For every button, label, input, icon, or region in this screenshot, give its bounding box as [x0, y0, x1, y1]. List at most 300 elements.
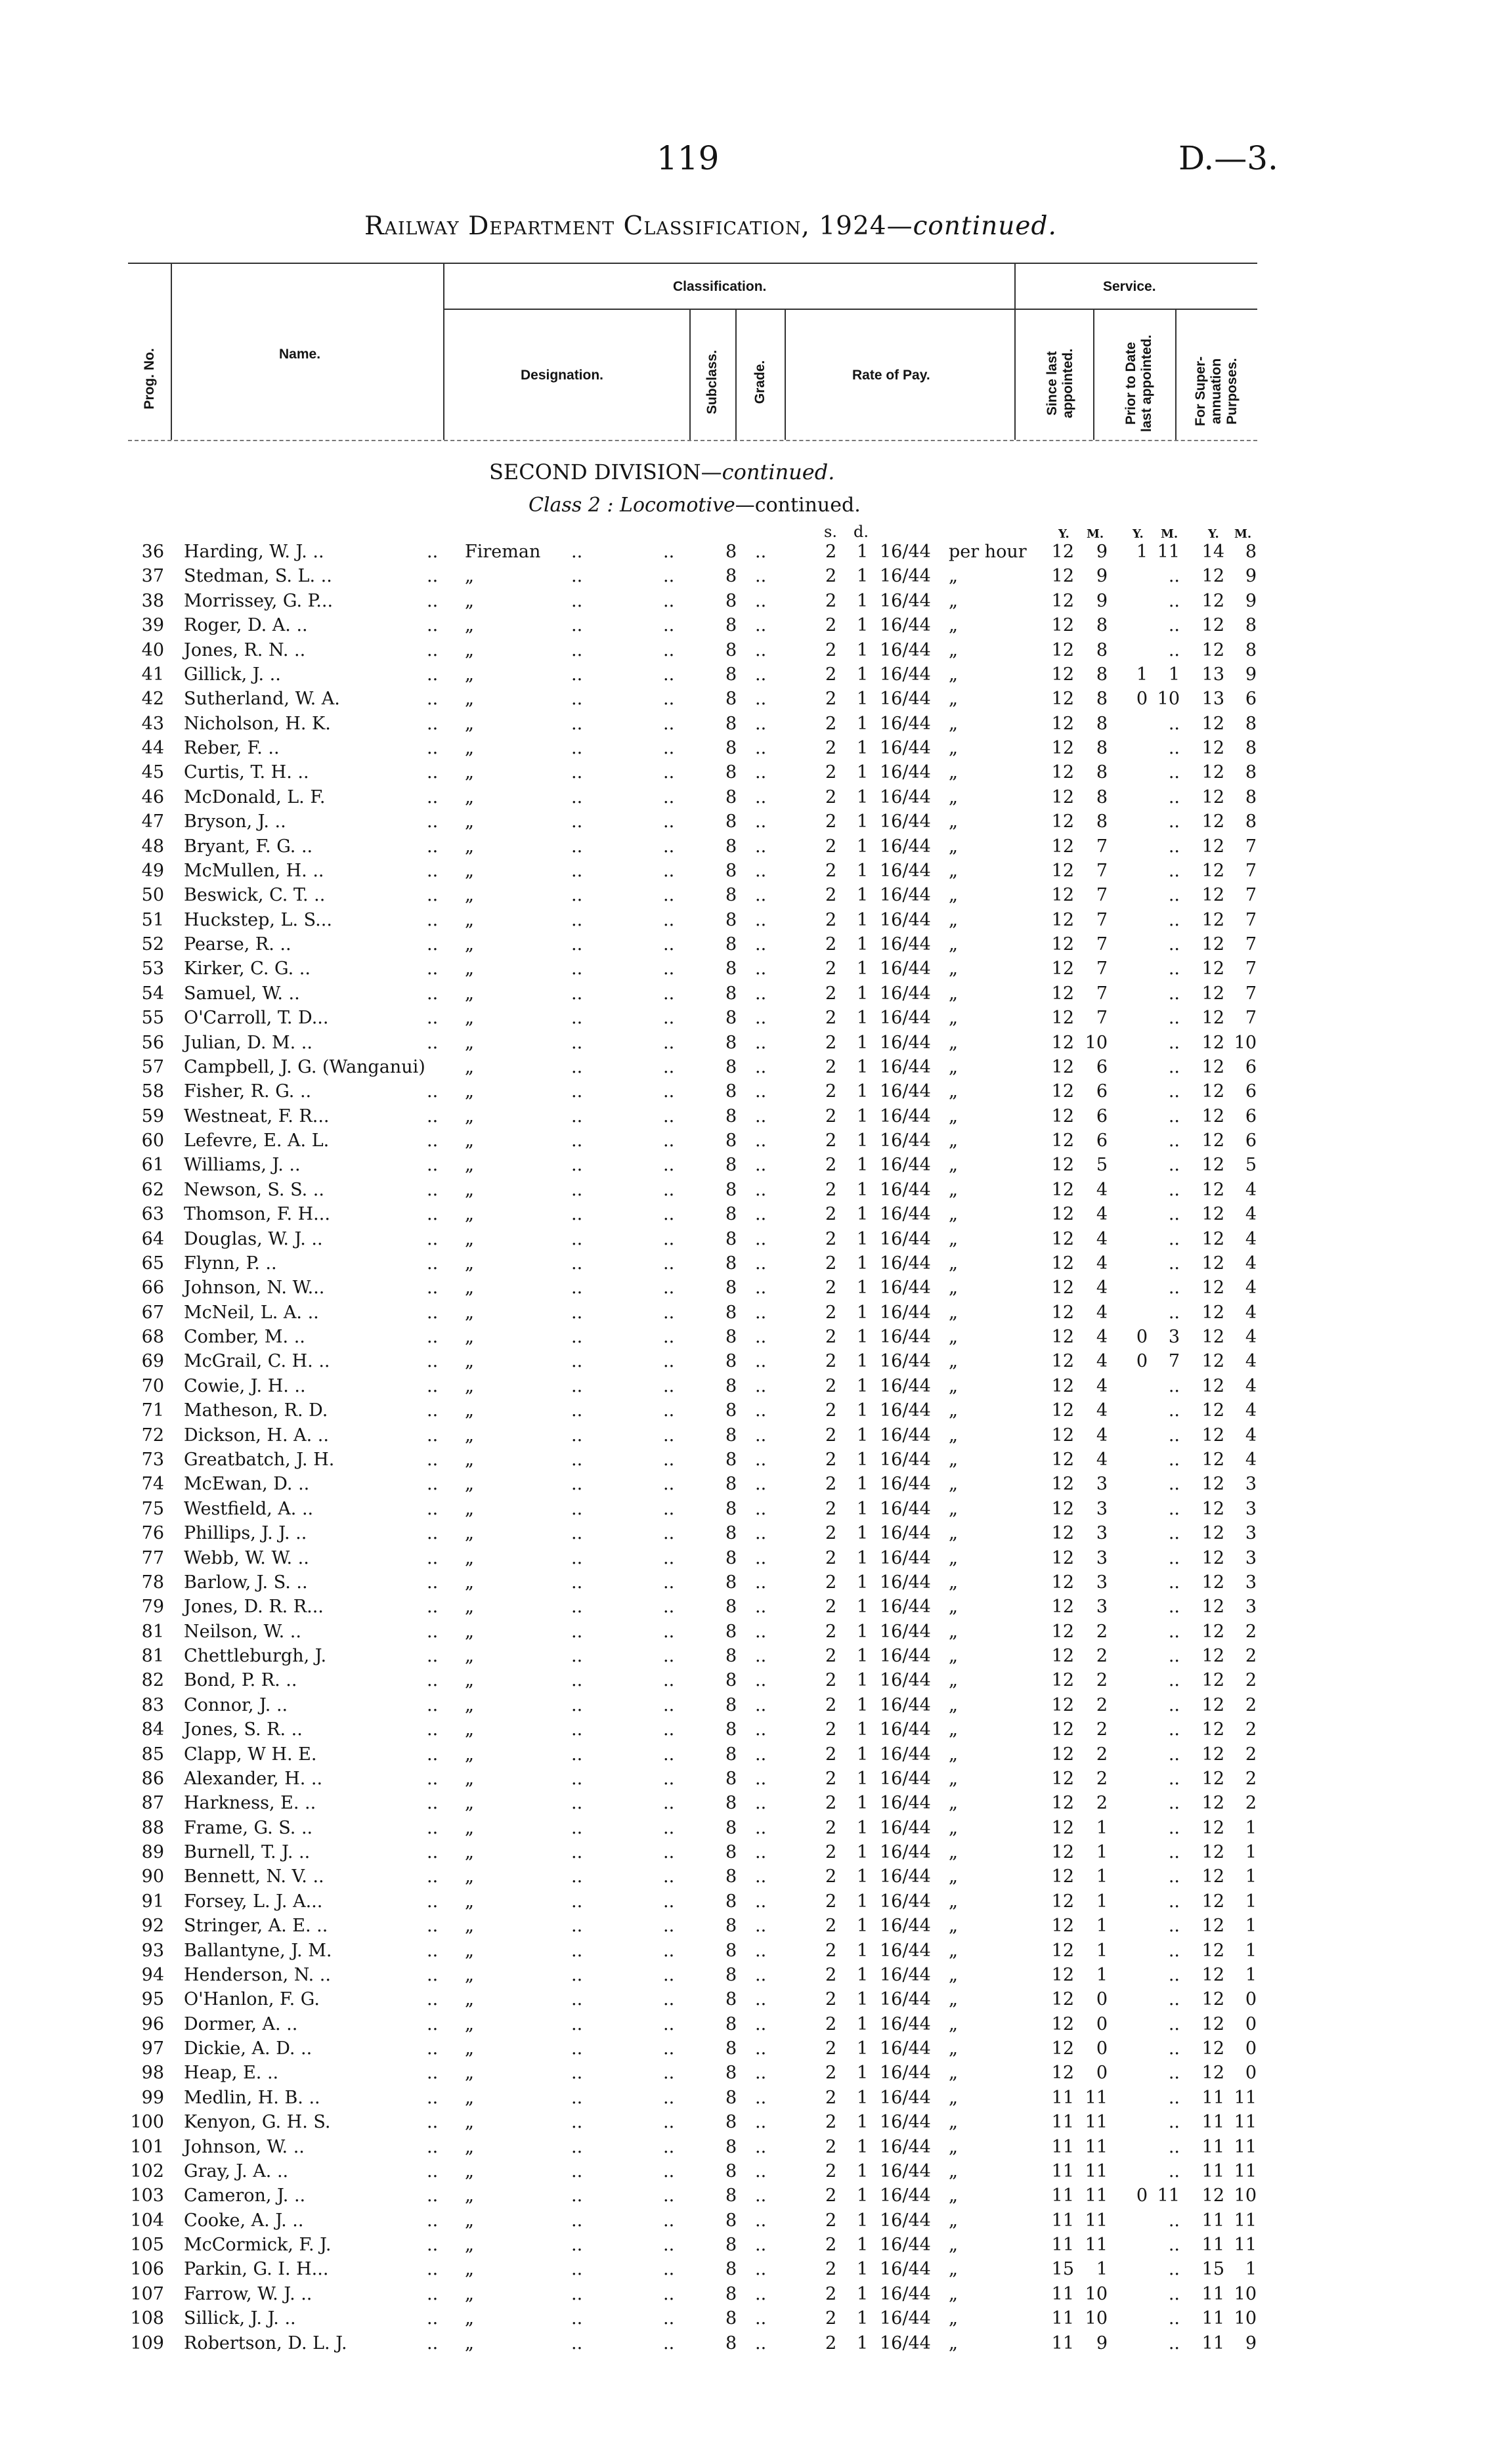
leader-dots: ..: [571, 1744, 583, 1765]
subclass: 8: [725, 1056, 737, 1077]
since-years: 11: [1051, 2087, 1074, 2108]
rate-fraction: 16/44: [880, 1425, 931, 1446]
leader-dots: ..: [663, 1989, 675, 2010]
leader-dots: ..: [427, 1302, 439, 1323]
rate-fraction: 16/44: [880, 566, 931, 587]
col-divider-designation: [689, 309, 691, 440]
rate-pence: 1: [857, 2038, 869, 2059]
leader-dots: ..: [663, 1400, 675, 1421]
rate-unit: „: [949, 713, 958, 734]
leader-dots: ..: [571, 590, 583, 611]
designation: „: [465, 1694, 474, 1715]
rate-pence: 1: [857, 1498, 869, 1519]
leader-dots: ..: [427, 713, 439, 734]
leader-dots: ..: [571, 2185, 583, 2206]
leader-dots: ..: [755, 590, 767, 611]
super-months: 11: [1234, 2235, 1257, 2256]
rate-fraction: 16/44: [880, 1351, 931, 1372]
unit-pence: d.: [853, 523, 869, 541]
prior-months: ..: [1168, 1498, 1180, 1519]
super-months: 8: [1245, 811, 1257, 832]
employee-name: Samuel, W. ..: [184, 983, 300, 1004]
prior-months: ..: [1168, 836, 1180, 857]
rate-shillings: 2: [825, 1744, 837, 1765]
table-row: [0, 786, 1512, 808]
designation: „: [465, 1327, 474, 1348]
designation: „: [465, 2283, 474, 2304]
subclass: 8: [725, 1523, 737, 1544]
unit-years-since: Y.: [1058, 527, 1069, 541]
rate-unit: „: [949, 1793, 958, 1814]
since-months: 7: [1096, 958, 1108, 979]
table-row: [0, 958, 1512, 979]
table-row: [0, 2038, 1512, 2059]
rate-shillings: 2: [825, 1670, 837, 1691]
since-years: 12: [1051, 1056, 1074, 1077]
leader-dots: ..: [427, 566, 439, 587]
rate-fraction: 16/44: [880, 1228, 931, 1249]
rate-pence: 1: [857, 1400, 869, 1421]
employee-name: Heap, E. ..: [184, 2063, 279, 2084]
leader-dots: ..: [427, 1646, 439, 1667]
rate-pence: 1: [857, 566, 869, 587]
designation: „: [465, 2332, 474, 2353]
super-years: 15: [1201, 2259, 1224, 2280]
rate-fraction: 16/44: [880, 1744, 931, 1765]
prior-months: ..: [1168, 738, 1180, 759]
leader-dots: ..: [663, 1817, 675, 1838]
rate-fraction: 16/44: [880, 1155, 931, 1176]
rate-unit: „: [949, 2283, 958, 2304]
employee-name: Henderson, N. ..: [184, 1964, 331, 1985]
prog-no: 72: [141, 1425, 164, 1446]
since-months: 8: [1096, 689, 1108, 710]
designation: „: [465, 2136, 474, 2157]
leader-dots: ..: [755, 1793, 767, 1814]
since-months: 8: [1096, 786, 1108, 807]
leader-dots: ..: [755, 615, 767, 636]
prog-no: 42: [141, 689, 164, 710]
super-months: 1: [1245, 1916, 1257, 1937]
prior-months: ..: [1168, 2063, 1180, 2084]
super-months: 7: [1245, 983, 1257, 1004]
since-years: 12: [1051, 1817, 1074, 1838]
leader-dots: ..: [427, 615, 439, 636]
designation: „: [465, 860, 474, 881]
class-heading: [529, 494, 861, 517]
super-years: 11: [1201, 2087, 1224, 2108]
rate-unit: „: [949, 2308, 958, 2329]
designation: „: [465, 2087, 474, 2108]
super-years: 11: [1201, 2136, 1224, 2157]
super-years: 12: [1201, 1547, 1224, 1568]
leader-dots: ..: [427, 1572, 439, 1593]
leader-dots: ..: [755, 836, 767, 857]
since-months: 0: [1096, 2063, 1108, 2084]
designation: „: [465, 1916, 474, 1937]
employee-name: Pearse, R. ..: [184, 934, 292, 955]
leader-dots: ..: [663, 2063, 675, 2084]
leader-dots: ..: [571, 1597, 583, 1618]
prior-months: ..: [1168, 1621, 1180, 1642]
since-years: 11: [1051, 2160, 1074, 2181]
leader-dots: ..: [755, 1523, 767, 1544]
prior-months: ..: [1168, 2283, 1180, 2304]
rate-pence: 1: [857, 615, 869, 636]
designation: „: [465, 1866, 474, 1887]
employee-name: Dickson, H. A. ..: [184, 1425, 329, 1446]
prior-months: ..: [1168, 2210, 1180, 2231]
since-years: 11: [1051, 2210, 1074, 2231]
employee-name: Farrow, W. J. ..: [184, 2283, 313, 2304]
prior-months: ..: [1168, 1450, 1180, 1470]
prior-months: ..: [1168, 1547, 1180, 1568]
since-years: 12: [1051, 1793, 1074, 1814]
prior-months: ..: [1168, 885, 1180, 906]
leader-dots: ..: [571, 1253, 583, 1274]
prog-no: 43: [141, 713, 164, 734]
leader-dots: ..: [755, 1253, 767, 1274]
rate-shillings: 2: [825, 1302, 837, 1323]
table-row: [0, 2258, 1512, 2280]
leader-dots: ..: [571, 738, 583, 759]
table-row: [0, 1425, 1512, 1446]
rate-shillings: 2: [825, 664, 837, 685]
subclass: 8: [725, 713, 737, 734]
super-months: 0: [1245, 1989, 1257, 2010]
leader-dots: ..: [571, 762, 583, 783]
prog-no: 66: [141, 1278, 164, 1299]
since-months: 8: [1096, 811, 1108, 832]
rate-unit: „: [949, 2136, 958, 2157]
since-years: 12: [1051, 1155, 1074, 1176]
leader-dots: ..: [427, 836, 439, 857]
super-months: 6: [1245, 1130, 1257, 1151]
rate-pence: 1: [857, 811, 869, 832]
leader-dots: ..: [427, 2259, 439, 2280]
leader-dots: ..: [427, 2332, 439, 2353]
leader-dots: ..: [427, 689, 439, 710]
since-years: 12: [1051, 885, 1074, 906]
leader-dots: ..: [663, 738, 675, 759]
rate-unit: „: [949, 1375, 958, 1396]
subclass: 8: [725, 2283, 737, 2304]
rate-fraction: 16/44: [880, 2087, 931, 2108]
subclass: 8: [725, 2160, 737, 2181]
since-months: 1: [1096, 1964, 1108, 1985]
subclass: 8: [725, 836, 737, 857]
since-months: 9: [1096, 2332, 1108, 2353]
leader-dots: ..: [755, 934, 767, 955]
table-row: [0, 1719, 1512, 1740]
table-row: [0, 1940, 1512, 1962]
header-service: Service.: [1103, 279, 1156, 294]
rate-shillings: 2: [825, 1719, 837, 1740]
designation: „: [465, 2185, 474, 2206]
super-years: 12: [1201, 1008, 1224, 1029]
super-months: 1: [1245, 1940, 1257, 1961]
rate-shillings: 2: [825, 1130, 837, 1151]
rate-fraction: 16/44: [880, 2259, 931, 2280]
rate-shillings: 2: [825, 1964, 837, 1985]
leader-dots: ..: [755, 664, 767, 685]
leader-dots: ..: [571, 1400, 583, 1421]
leader-dots: ..: [427, 1351, 439, 1372]
rate-pence: 1: [857, 1670, 869, 1691]
super-years: 12: [1201, 811, 1224, 832]
since-months: 2: [1096, 1646, 1108, 1667]
super-years: 12: [1201, 1646, 1224, 1667]
super-months: 2: [1245, 1694, 1257, 1715]
super-years: 12: [1201, 1793, 1224, 1814]
leader-dots: ..: [663, 639, 675, 660]
since-years: 12: [1051, 689, 1074, 710]
table-row: [0, 1302, 1512, 1323]
super-months: 2: [1245, 1793, 1257, 1814]
prog-no: 53: [141, 958, 164, 979]
subclass: 8: [725, 2259, 737, 2280]
prog-no: 95: [141, 1989, 164, 2010]
col-divider-since: [1093, 309, 1094, 440]
leader-dots: ..: [571, 639, 583, 660]
rate-fraction: 16/44: [880, 983, 931, 1004]
leader-dots: ..: [663, 542, 675, 562]
subclass: 8: [725, 1916, 737, 1937]
leader-dots: ..: [663, 1916, 675, 1937]
since-months: 6: [1096, 1056, 1108, 1077]
rate-fraction: 16/44: [880, 786, 931, 807]
leader-dots: ..: [427, 2063, 439, 2084]
rate-unit: „: [949, 2087, 958, 2108]
rate-fraction: 16/44: [880, 1547, 931, 1568]
leader-dots: ..: [427, 639, 439, 660]
designation: „: [465, 1081, 474, 1102]
leader-dots: ..: [755, 958, 767, 979]
rate-fraction: 16/44: [880, 1253, 931, 1274]
super-months: 2: [1245, 1646, 1257, 1667]
table-row: [0, 565, 1512, 587]
leader-dots: ..: [427, 2185, 439, 2206]
unit-months-prior: M.: [1161, 527, 1178, 541]
table-row: [0, 1228, 1512, 1250]
super-years: 12: [1201, 885, 1224, 906]
super-years: 12: [1201, 1228, 1224, 1249]
table-row: [0, 1449, 1512, 1471]
super-years: 12: [1201, 1572, 1224, 1593]
leader-dots: ..: [663, 1106, 675, 1127]
since-years: 11: [1051, 2136, 1074, 2157]
prior-months: ..: [1168, 2087, 1180, 2108]
rate-shillings: 2: [825, 2259, 837, 2280]
employee-name: Stedman, S. L. ..: [184, 566, 332, 587]
since-months: 11: [1085, 2235, 1108, 2256]
rate-shillings: 2: [825, 1498, 837, 1519]
rate-pence: 1: [857, 2185, 869, 2206]
super-years: 12: [1201, 1474, 1224, 1495]
employee-name: Cooke, A. J. ..: [184, 2210, 304, 2231]
subclass: 8: [725, 590, 737, 611]
rate-shillings: 2: [825, 1425, 837, 1446]
prog-no: 75: [141, 1498, 164, 1519]
subclass: 8: [725, 1744, 737, 1765]
super-months: 7: [1245, 885, 1257, 906]
prior-months: ..: [1168, 811, 1180, 832]
employee-name: Newson, S. S. ..: [184, 1179, 324, 1200]
unit-months-super: M.: [1234, 527, 1252, 541]
rate-unit: „: [949, 1572, 958, 1593]
designation: „: [465, 1302, 474, 1323]
since-months: 4: [1096, 1228, 1108, 1249]
prior-months: ..: [1168, 1008, 1180, 1029]
rate-fraction: 16/44: [880, 738, 931, 759]
rate-pence: 1: [857, 1793, 869, 1814]
leader-dots: ..: [755, 2235, 767, 2256]
rate-pence: 1: [857, 639, 869, 660]
table-row: [0, 1203, 1512, 1225]
prog-no: 41: [141, 664, 164, 685]
rate-unit: „: [949, 2185, 958, 2206]
leader-dots: ..: [571, 934, 583, 955]
super-years: 12: [1201, 1670, 1224, 1691]
prior-months: ..: [1168, 1989, 1180, 2010]
super-months: 0: [1245, 2038, 1257, 2059]
table-row: [0, 1817, 1512, 1839]
employee-name: Roger, D. A. ..: [184, 615, 308, 636]
subclass: 8: [725, 1842, 737, 1863]
leader-dots: ..: [663, 958, 675, 979]
subclass: 8: [725, 1302, 737, 1323]
rate-shillings: 2: [825, 1081, 837, 1102]
rate-unit: „: [949, 1744, 958, 1765]
designation: „: [465, 836, 474, 857]
rate-shillings: 2: [825, 1351, 837, 1372]
super-years: 12: [1201, 1842, 1224, 1863]
designation: „: [465, 1572, 474, 1593]
employee-name: Lefevre, E. A. L.: [184, 1130, 330, 1151]
super-years: 12: [1201, 1253, 1224, 1274]
employee-name: Morrissey, G. P...: [184, 590, 334, 611]
employee-name: Ballantyne, J. M.: [184, 1940, 332, 1961]
leader-dots: ..: [571, 2038, 583, 2059]
super-years: 12: [1201, 2038, 1224, 2059]
rate-shillings: 2: [825, 639, 837, 660]
since-months: 4: [1096, 1204, 1108, 1225]
rate-pence: 1: [857, 909, 869, 930]
table-row: [0, 884, 1512, 906]
leader-dots: ..: [571, 1866, 583, 1887]
prog-no: 40: [141, 639, 164, 660]
rate-unit: „: [949, 885, 958, 906]
since-years: 11: [1051, 2332, 1074, 2353]
leader-dots: ..: [427, 1425, 439, 1446]
since-years: 11: [1051, 2112, 1074, 2133]
leader-dots: ..: [571, 615, 583, 636]
employee-name: Kenyon, G. H. S.: [184, 2112, 331, 2133]
since-months: 4: [1096, 1179, 1108, 1200]
leader-dots: ..: [571, 689, 583, 710]
since-months: 7: [1096, 885, 1108, 906]
employee-name: Frame, G. S. ..: [184, 1817, 313, 1838]
rate-pence: 1: [857, 934, 869, 955]
leader-dots: ..: [663, 1204, 675, 1225]
designation: „: [465, 1646, 474, 1667]
table-row: [0, 1056, 1512, 1078]
class-name: Locomotive: [620, 494, 735, 517]
since-months: 7: [1096, 909, 1108, 930]
header-prog-no: Prog. No.: [142, 348, 157, 410]
rate-pence: 1: [857, 738, 869, 759]
rate-fraction: 16/44: [880, 1056, 931, 1077]
leader-dots: ..: [571, 1278, 583, 1299]
prior-months: ..: [1168, 1081, 1180, 1102]
leader-dots: ..: [427, 1964, 439, 1985]
super-months: 1: [1245, 1891, 1257, 1912]
since-months: 3: [1096, 1498, 1108, 1519]
leader-dots: ..: [571, 1793, 583, 1814]
title-continued: continued.: [913, 211, 1057, 241]
rate-fraction: 16/44: [880, 1719, 931, 1740]
since-years: 12: [1051, 1375, 1074, 1396]
prog-no: 78: [141, 1572, 164, 1593]
designation: „: [465, 1940, 474, 1961]
rate-unit: „: [949, 664, 958, 685]
subclass: 8: [725, 2063, 737, 2084]
table-row: [0, 762, 1512, 783]
leader-dots: ..: [755, 1817, 767, 1838]
table-row: [0, 934, 1512, 955]
leader-dots: ..: [755, 2160, 767, 2181]
rate-shillings: 2: [825, 689, 837, 710]
rate-unit: „: [949, 836, 958, 857]
prog-no: 73: [141, 1450, 164, 1470]
prior-months: ..: [1168, 566, 1180, 587]
prog-no: 59: [141, 1106, 164, 1127]
rate-unit: „: [949, 1425, 958, 1446]
header-prior-to-date: Prior to Date last appointed.: [1123, 334, 1154, 433]
prog-no: 81: [141, 1646, 164, 1667]
prior-months: ..: [1168, 2259, 1180, 2280]
since-years: 12: [1051, 1253, 1074, 1274]
super-years: 12: [1201, 786, 1224, 807]
since-years: 12: [1051, 2038, 1074, 2059]
super-months: 4: [1245, 1253, 1257, 1274]
prog-no: 105: [130, 2235, 164, 2256]
prior-months: ..: [1168, 2235, 1180, 2256]
since-years: 12: [1051, 1032, 1074, 1053]
since-years: 12: [1051, 1916, 1074, 1937]
leader-dots: ..: [663, 1450, 675, 1470]
subclass: 8: [725, 1351, 737, 1372]
employee-name: Julian, D. M. ..: [184, 1032, 313, 1053]
since-months: 2: [1096, 1768, 1108, 1789]
prog-no: 47: [141, 811, 164, 832]
leader-dots: ..: [427, 762, 439, 783]
leader-dots: ..: [755, 786, 767, 807]
since-months: 1: [1096, 1842, 1108, 1863]
prog-no: 67: [141, 1302, 164, 1323]
table-row: [0, 1596, 1512, 1618]
rate-shillings: 2: [825, 1989, 837, 2010]
subclass: 8: [725, 786, 737, 807]
col-divider-name: [443, 263, 444, 440]
super-months: 10: [1234, 1032, 1257, 1053]
rate-fraction: 16/44: [880, 2063, 931, 2084]
leader-dots: ..: [663, 909, 675, 930]
prior-months: ..: [1168, 1155, 1180, 1176]
employee-name: McNeil, L. A. ..: [184, 1302, 319, 1323]
prior-months: ..: [1168, 1375, 1180, 1396]
designation: „: [465, 1450, 474, 1470]
